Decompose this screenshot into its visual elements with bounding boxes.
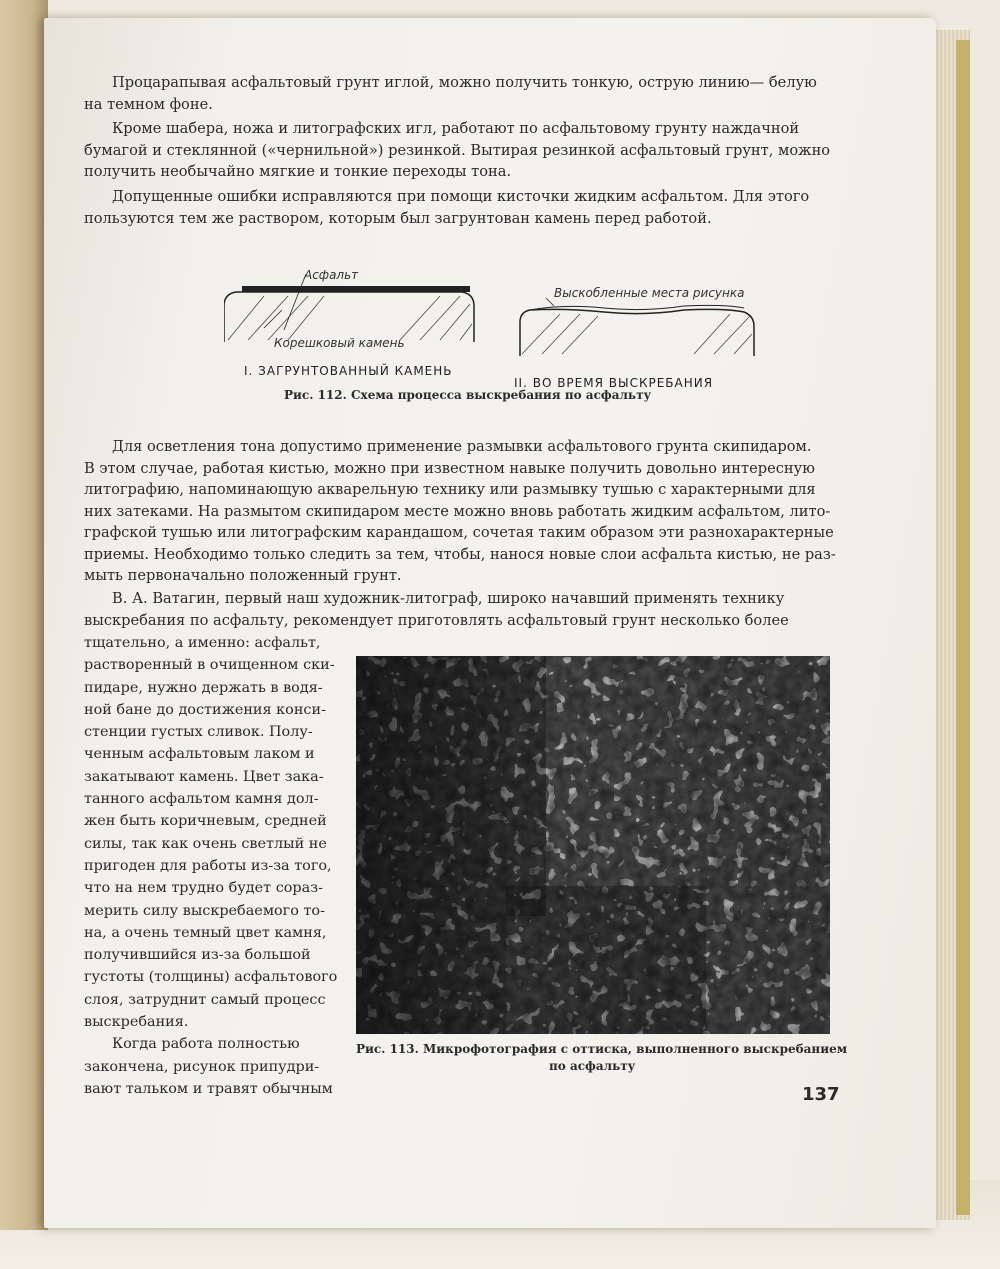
text-line: Кроме шабера, ножа и литографских игл, работают по асфальтовому грунту наждачной: [112, 120, 800, 137]
paragraph-vatagin: [84, 588, 834, 631]
text-line: вают тальком и травят обычным: [84, 1080, 333, 1097]
microphotograph-texture: [356, 656, 830, 1034]
text-line: Для осветления тона допустимо применение размывки асфальтового грунта скипидаром.: [112, 438, 812, 455]
text-line: графской тушью или литографским карандашом, сочетая таким образом эти разнохарактерные: [84, 524, 834, 541]
text-line: что на нем трудно будет сораз-: [84, 880, 323, 897]
paragraph-scratching: [84, 72, 822, 115]
figure-113-microphotograph: [356, 656, 830, 1034]
label-primed-stone: I. ЗАГРУНТОВАННЫЙ КАМЕНЬ: [244, 364, 453, 378]
text-line: закончена, рисунок припудри-: [84, 1058, 320, 1075]
text-line: Процарапывая асфальтовый грунт иглой, можно получить тонкую, острую линию— белую: [112, 74, 817, 91]
text-line: Допущенные ошибки исправляются при помощи кисточки жидким асфальтом. Для этого: [112, 188, 810, 205]
text-line: В этом случае, работая кистью, можно при известном навыке получить довольно интересную: [84, 459, 815, 477]
column-left-text: [84, 632, 346, 1100]
text-line: них затеками. На размытом скипидаром месте можно вновь работать жидким асфальтом, лито-: [84, 502, 831, 520]
book-page: [44, 18, 936, 1228]
text-line: тщательно, а именно: асфальт,: [84, 635, 321, 651]
text-line: пидаре, нужно держать в водя-: [84, 679, 323, 696]
text-line: растворенный в очищенном ски-: [84, 657, 335, 674]
figure-113-caption-line-2: по асфальту: [549, 1059, 636, 1073]
text-line: получившийся из-за большой: [84, 947, 311, 964]
text-line: танного асфальтом камня дол-: [84, 791, 319, 808]
text-line: выскребания по асфальту, рекомендует приготовлять асфальтовый грунт несколько более: [84, 611, 789, 629]
paragraph-errors: [84, 186, 822, 229]
text-line: бумагой и стеклянной («чернильной») резинкой. Вытирая резинкой асфальтовый грунт, можно: [84, 141, 831, 159]
paragraph-turpentine: [84, 436, 834, 587]
text-line: В. А. Ватагин, первый наш художник-литограф, широко начавший применять технику: [112, 590, 785, 607]
page-number: 137: [802, 1084, 840, 1105]
stone-primed-drawing: [224, 274, 474, 342]
text-line: получить необычайно мягкие и тонкие переходы тона.: [84, 163, 512, 180]
text-line: пользуются тем же раствором, которым был загрунтован камень перед работой.: [84, 209, 712, 227]
text-line: приемы. Необходимо только следить за тем, чтобы, нанося новые слои асфальта кистью, не раз-: [84, 545, 836, 563]
label-during-scraping: II. ВО ВРЕМЯ ВЫСКРЕБАНИЯ: [514, 376, 714, 390]
figure-113-caption-line-1: Рис. 113. Микрофотография с оттиска, выполненного выскребанием: [356, 1042, 848, 1056]
text-line: пригоден для работы из-за того,: [84, 857, 332, 874]
text-line: жен быть коричневым, средней: [84, 813, 327, 830]
previous-page-edge: [0, 0, 48, 1230]
text-line: литографию, напоминающую акварельную технику или размывку тушью с характерными для: [84, 481, 816, 498]
annotation-stone: Корешковый камень: [274, 336, 405, 350]
text-line: на, а очень темный цвет камня,: [84, 924, 327, 941]
text-line: слоя, затруднит самый процесс: [84, 991, 326, 1008]
book-cover-edge: [956, 40, 970, 1215]
text-line: ченным асфальтовым лаком и: [84, 746, 315, 763]
figure-112-caption: Рис. 112. Схема процесса выскребания по асфальту: [284, 388, 652, 402]
text-line: ной бане до достижения конси-: [84, 701, 326, 718]
text-line: густоты (толщины) асфальтового: [84, 969, 338, 986]
text-line: силы, так как очень светлый не: [84, 835, 327, 852]
text-line: мыть первоначально положенный грунт.: [84, 567, 402, 584]
text-line: Когда работа полностью: [112, 1036, 300, 1053]
text-line: выскребания.: [84, 1014, 189, 1031]
text-line: мерить силу выскребаемого то-: [84, 902, 325, 919]
text-line: стенции густых сливок. Полу-: [84, 724, 313, 741]
text-line: закатывают камень. Цвет зака-: [84, 768, 324, 785]
stone-scraping-drawing: [520, 298, 754, 356]
annotation-asphalt: Асфальт: [304, 268, 359, 282]
paragraph-tools: [84, 118, 831, 183]
annotation-scraped: Выскобленные места рисунка: [554, 286, 745, 300]
text-line: на темном фоне.: [84, 95, 213, 113]
